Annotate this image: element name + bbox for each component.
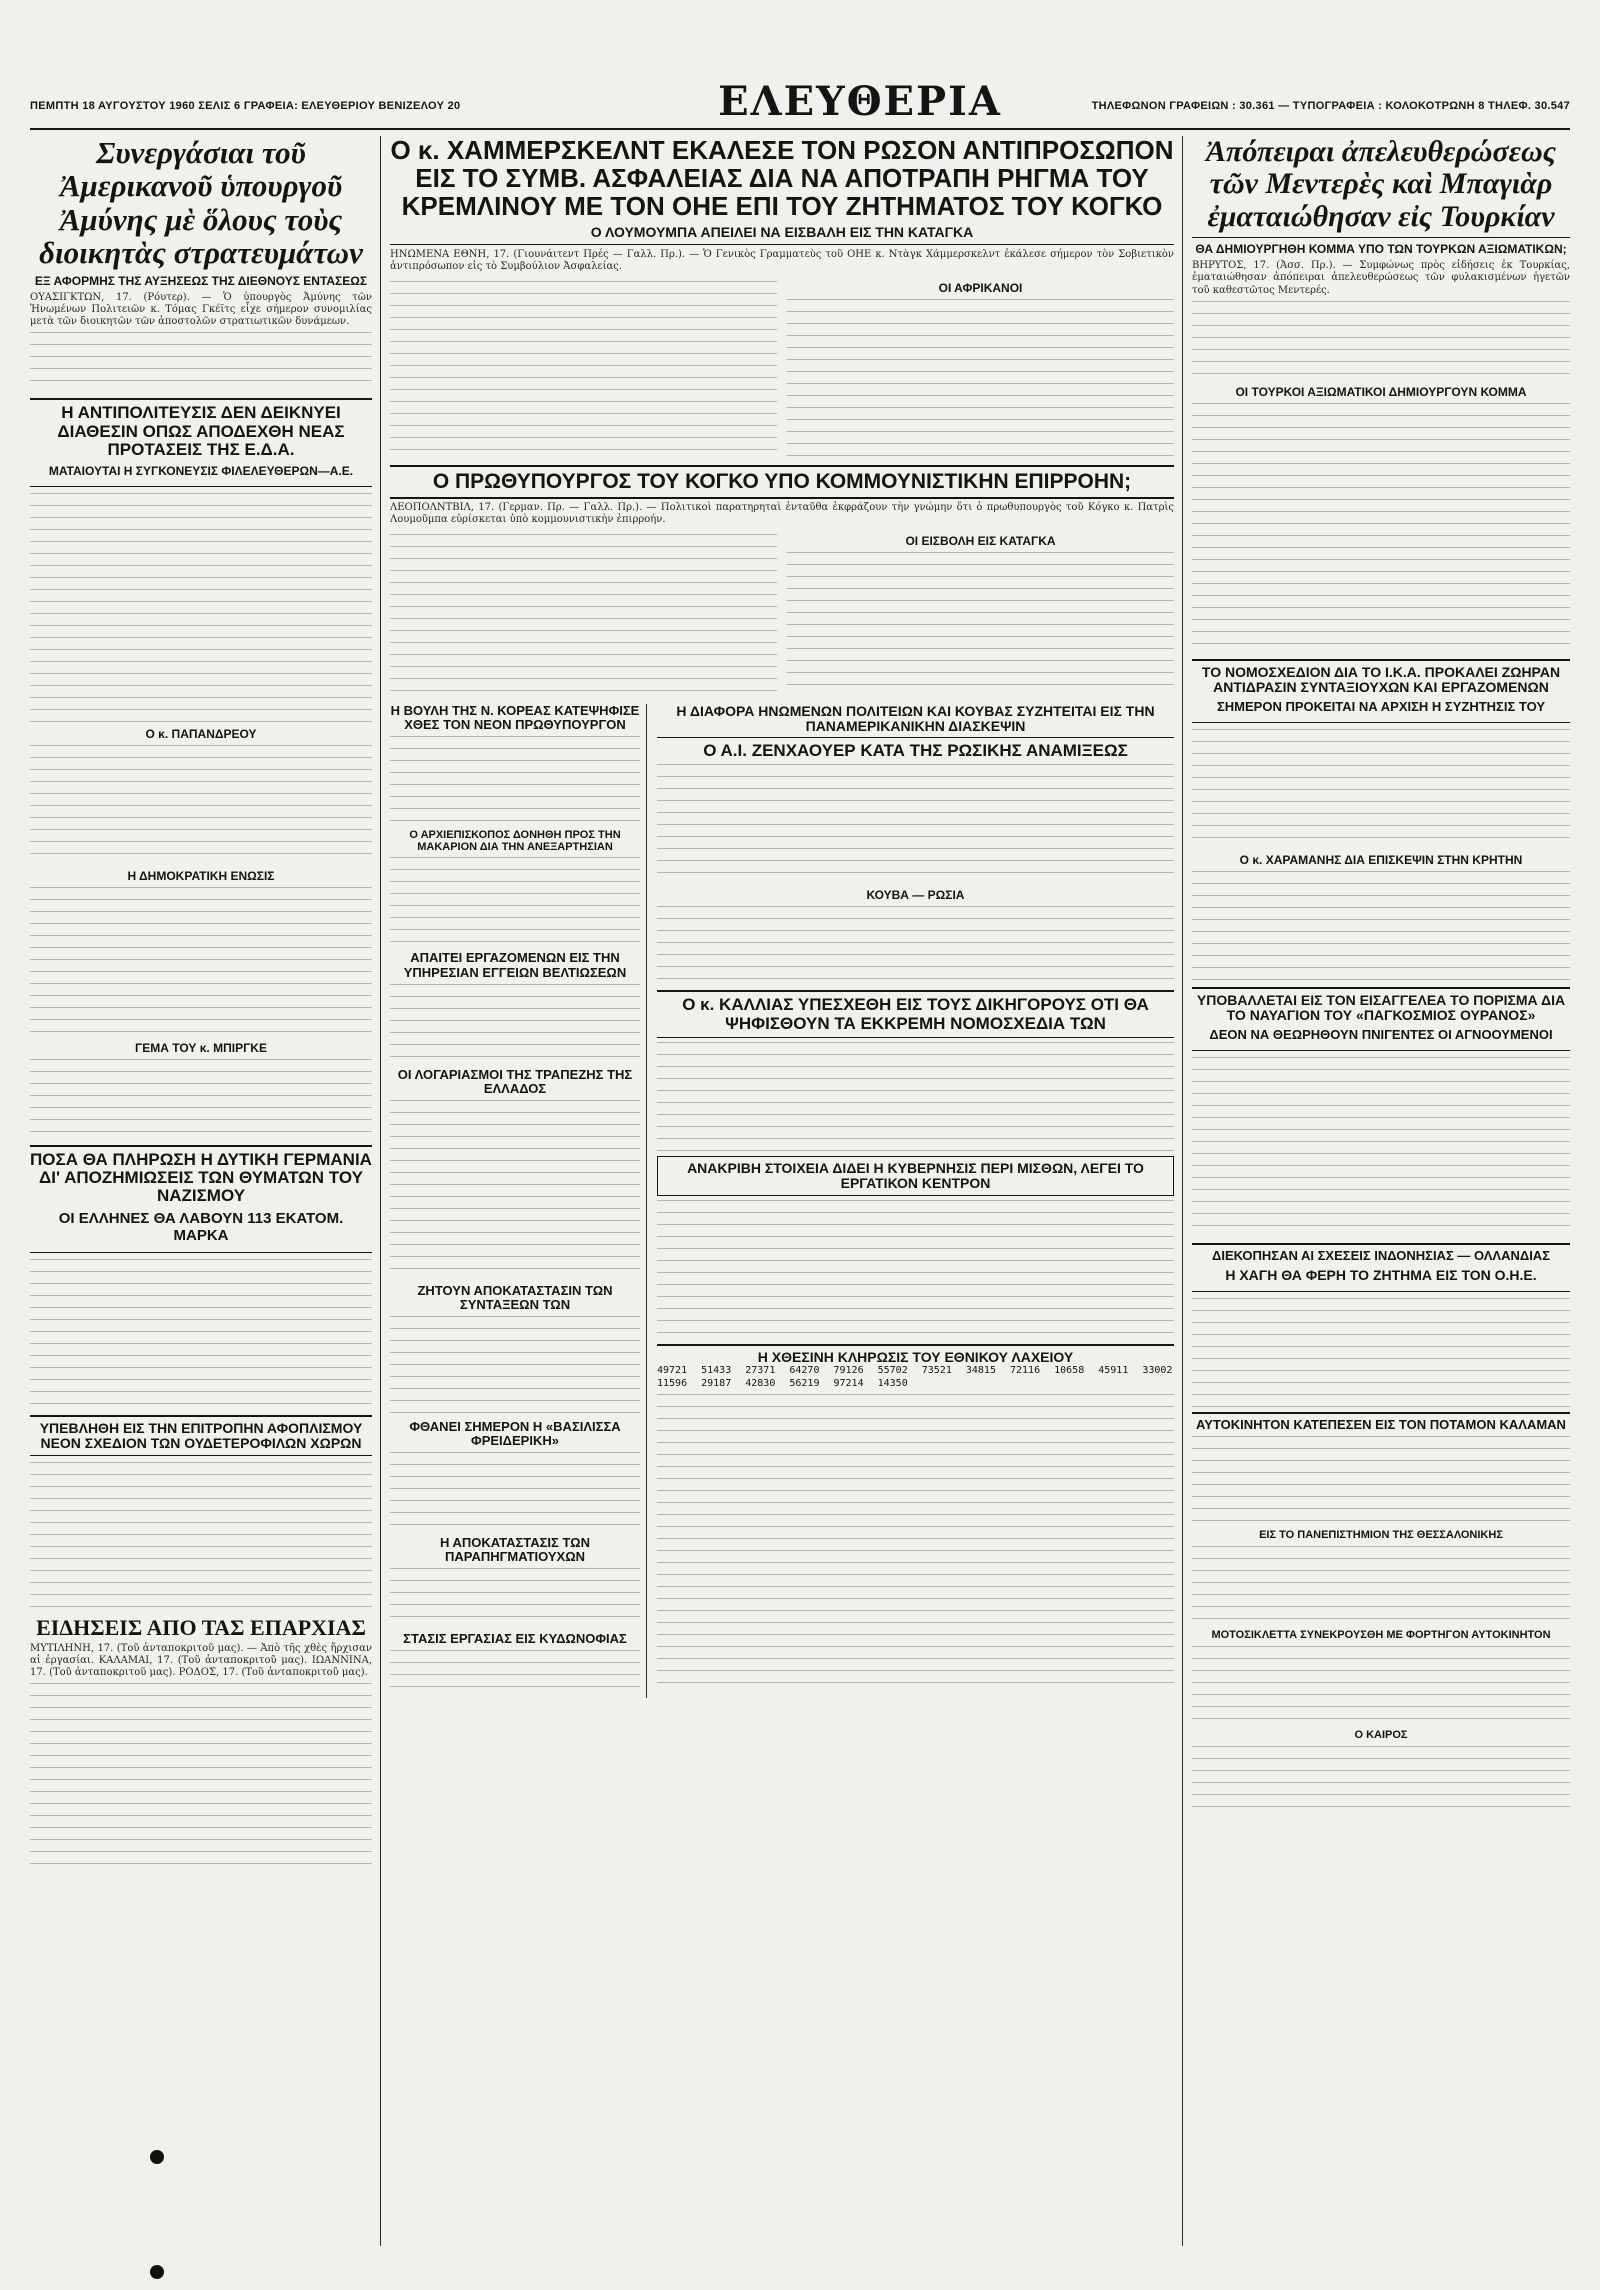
headline-korea: Η ΒΟΥΛΗ ΤΗΣ Ν. ΚΟΡΕΑΣ ΚΑΤΕΨΗΦΙΣΕ ΧΘΕΣ ΤΟΝ ΝΕΟΝ ΠΡΩΘΥΠΟΥΡΓΟΝ [390,702,640,732]
article-body [1192,1436,1570,1526]
subheading: ΕΞ ΑΦΟΡΜΗΣ ΤΗΣ ΑΥΞΗΣΕΩΣ ΤΗΣ ΔΙΕΘΝΟΥΣ ΕΝΤΑΣΕΩΣ [34,273,368,288]
headline-ship: ΦΘΑΝΕΙ ΣΗΜΕΡΟΝ Η «ΒΑΣΙΛΙΣΣΑ ΦΡΕΙΔΕΡΙΚΗ» [409,1418,621,1448]
article-text: ΛΕΟΠΟΛΝΤΒΙΛ, 17. (Γερμαν. Πρ. — Γαλλ. Πρ.). — Πολιτικοὶ παρατηρηταὶ ἐνταῦθα ἐκφράζουν τὴν γνώμην ὅτι ὁ πρωθυπουργὸς τοῦ Κόγκο κ. Πατρὶς Λουμοῦμπα εὑρίσκεται ὑπὸ κομμουνιστικὴν ἐπιρροήν. [390,502,1174,526]
subheading: ΟΙ ΑΦΡΙΚΑΝΟΙ [938,280,1023,295]
subheading: Ο κ. ΠΑΠΑΝΔΡΕΟΥ [145,726,257,741]
article-body [1192,871,1570,981]
article-body [1192,1546,1570,1626]
article-body [1192,403,1570,653]
article-body [390,984,640,1064]
subheading: Η ΧΑΓΗ ΘΑ ΦΕΡΗ ΤΟ ΖΗΤΗΜΑ ΕΙΣ ΤΟΝ Ο.Η.Ε. [1225,1267,1537,1284]
headline-university: ΕΙΣ ΤΟ ΠΑΝΕΠΙΣΤΗΜΙΟΝ ΤΗΣ ΘΕΣΣΑΛΟΝΙΚΗΣ [1259,1529,1503,1542]
headline-shipwreck: ΥΠΟΒΑΛΛΕΤΑΙ ΕΙΣ ΤΟΝ ΕΙΣΑΓΓΕΛΕΑ ΤΟ ΠΟΡΙΣΜΑ ΔΙΑ ΤΟ ΝΑΥΑΓΙΟΝ ΤΟΥ «ΠΑΓΚΟΣΜΙΟΣ ΟΥΡΑΝΟΣ» [1196,991,1566,1024]
column-divider [380,136,381,2246]
subheading: ΟΙ ΕΛΛΗΝΕΣ ΘΑ ΛΑΒΟΥΝ 113 ΕΚΑΤΟΜ. ΜΑΡΚΑ [58,1209,344,1244]
subheading: Ο κ. ΧΑΡΑΜΑΝΗΣ ΔΙΑ ΕΠΙΣΚΕΨΙΝ ΣΤΗΝ ΚΡΗΤΗΝ [1239,852,1523,867]
headline-eisenhower: Ο Α.Ι. ΖΕΝΧΑΟΥΕΡ ΚΑΤΑ ΤΗΣ ΡΩΣΙΚΗΣ ΑΝΑΜΙΞΕΩΣ [703,740,1128,760]
masthead [30,78,1570,130]
article-body [390,534,777,694]
subheading: ΓΕΜΑ ΤΟΥ κ. ΜΠΙΡΓΚΕ [135,1040,267,1055]
article-body [30,332,372,392]
lottery-numbers: 49721 51433 27371 64270 79126 55702 73521 34815 72116 10658 45911 33002 11596 29187 42830 56219 97214 14350 [657,1365,1173,1389]
headline-motorcycle: ΜΟΤΟΣΙΚΛΕΤΤΑ ΣΥΝΕΚΡΟΥΣΘΗ ΜΕ ΦΟΡΤΗΓΟΝ ΑΥΤΟΚΙΝΗΤΟΝ [1211,1629,1551,1642]
headline-ika: ΤΟ ΝΟΜΟΣΧΕΔΙΟΝ ΔΙΑ ΤΟ Ι.Κ.Α. ΠΡΟΚΑΛΕΙ ΖΩΗΡΑΝ ΑΝΤΙΔΡΑΣΙΝ ΣΥΝΤΑΞΙΟΥΧΩΝ ΚΑΙ ΕΡΓΑΖΟΜΕΝΩΝ [1201,663,1561,695]
lead-headline-right: Ἀπόπειραι ἀπελευθερώσεως τῶν Μεντερὲς καὶ Μπαγιὰρ ἐματαιώθησαν εἰς Τουρκίαν [1205,135,1557,233]
headline-box [30,398,372,486]
article-text: ΒΗΡΥΤΟΣ, 17. (Ἀσσ. Πρ.). — Συμφώνως πρὸς εἰδήσεις ἐκ Τουρκίας, ἐματαιώθησαν ἀπόπειραι ἀπελευθερώσεως τῶν φυλακισμένων ἡγετῶν τοῦ καθεστῶτος Μεντερές. [1192,260,1570,296]
headline-shacks: Η ΑΠΟΚΑΤΑΣΤΑΣΙΣ ΤΩΝ ΠΑΡΑΠΗΓΜΑΤΙΟΥΧΩΝ [440,1534,590,1564]
headline-box [1192,1243,1570,1292]
subheading: Ο ΛΟΥΜΟΥΜΠΑ ΑΠΕΙΛΕΙ ΝΑ ΕΙΣΒΑΛΗ ΕΙΣ ΤΗΝ ΚΑΤΑΓΚΑ [390,224,1174,245]
center-column [390,136,1174,1698]
headline-box [1192,659,1570,723]
article-body [30,1059,372,1139]
article-body [787,552,1174,692]
headline-box [30,1415,372,1456]
lead-headline-center: Ο κ. ΧΑΜΜΕΡΣΚΕΛΝΤ ΕΚΑΛΕΣΕ ΤΟΝ ΡΩΣΟΝ ΑΝΤΙΠΡΟΣΩΠΟΝ ΕΙΣ ΤΟ ΣΥΜΒ. ΑΣΦΑΛΕΙΑΣ ΔΙΑ ΝΑ ΑΠΟΤΡΑΠΗ ΡΗΓΜΑ ΤΟΥ ΚΡΕΜΛΙΝΟΥ ΜΕ ΤΟΝ ΟΗΕ ΕΠΙ ΤΟΥ ΖΗΤΗΜΑΤΟΣ ΤΟΥ ΚΟΓΚΟ [390,135,1174,222]
article-body [1192,1298,1570,1408]
ink-blot [150,2265,164,2279]
newspaper-title: ΕΛΕΥΘΕΡΙΑ [718,78,1002,125]
article-text: ΟΥΑΣΙΓΚΤΩΝ, 17. (Ρόυτερ). — Ὁ ὑπουργὸς Ἀμύνης τῶν Ἡνωμένων Πολιτειῶν κ. Τόμας Γκέϊτς εἶχε σήμερον συνομιλίας μετὰ τῶν διοικητῶν τῶν ἀποστολῶν στρατιωτικῶν δυνάμεων. [30,291,372,328]
article-text: ΗΝΩΜΕΝΑ ΕΘΝΗ, 17. (Γιουνάιτεντ Πρές — Γαλλ. Πρ.). — Ὁ Γενικὸς Γραμματεὺς τοῦ ΟΗΕ κ. Ντὰγκ Χάμμερσκελντ ἐκάλεσε σήμερον τὸν Σοβιετικὸν ἀντιπρόσωπον εἰς τὸ Συμβούλιον Ἀσφαλείας. [390,249,1174,273]
article-body [1192,1746,1570,1816]
headline-kallias: Ο κ. ΚΑΛΛΙΑΣ ΥΠΕΣΧΕΘΗ ΕΙΣ ΤΟΥΣ ΔΙΚΗΓΟΡΟΥΣ ΟΤΙ ΘΑ ΨΗΦΙΣΘΟΥΝ ΤΑ ΕΚΚΡΕΜΗ ΝΟΜΟΣΧΕΔΙΑ ΤΩΝ [657,990,1174,1038]
headline-neutral: ΥΠΕΒΛΗΘΗ ΕΙΣ ΤΗΝ ΕΠΙΤΡΟΠΗΝ ΑΦΟΠΛΙΣΜΟΥ ΝΕΟΝ ΣΧΕΔΙΟΝ ΤΩΝ ΟΥΔΕΤΕΡΟΦΙΛΩΝ ΧΩΡΩΝ [39,1419,363,1451]
article-body [390,1316,640,1416]
lead-headline-left: Συνεργάσιαι τοῦ Ἀμερικανοῦ ὑπουργοῦ Ἀμύνης μὲ ὅλους τοὺς διοικητὰς στρατευμάτων [39,135,363,271]
subheading: ΟΙ ΤΟΥΡΚΟΙ ΑΞΙΩΜΑΤΙΚΟΙ ΔΗΜΙΟΥΡΓΟΥΝ ΚΟΜΜΑ [1235,384,1527,399]
right-column [1192,136,1570,1820]
article-body [30,1683,372,1873]
headline-us-cuba: Η ΔΙΑΦΟΡΑ ΗΝΩΜΕΝΩΝ ΠΟΛΙΤΕΙΩΝ ΚΑΙ ΚΟΥΒΑΣ ΣΥΖΗΤΕΙΤΑΙ ΕΙΣ ΤΗΝ ΠΑΝΑΜΕΡΙΚΑΝΙΚΗΝ ΔΙΑΣΚΕΨΙΝ [657,704,1174,738]
article-body [657,1394,1174,1694]
article-body [657,764,1174,884]
headline-lottery: Η ΧΘΕΣΙΝΗ ΚΛΗΡΩΣΙΣ ΤΟΥ ΕΘΝΙΚΟΥ ΛΑΧΕΙΟΥ [657,1344,1174,1365]
article-body [30,1462,372,1612]
ink-blot [150,2150,164,2164]
subheading: ΣΗΜΕΡΟΝ ΠΡΟΚΕΙΤΑΙ ΝΑ ΑΡΧΙΣΗ Η ΣΥΖΗΤΗΣΙΣ ΤΟΥ [1216,698,1546,714]
article-body [657,1200,1174,1340]
headline-strike: ΣΤΑΣΙΣ ΕΡΓΑΣΙΑΣ ΕΙΣ ΚΥΔΩΝΟΦΙΑΣ [403,1630,627,1646]
headline-congo: Ο ΠΡΩΘΥΠΟΥΡΓΟΣ ΤΟΥ ΚΟΓΚΟ ΥΠΟ ΚΟΜΜΟΥΝΙΣΤΙΚΗΝ ΕΠΙΡΡΟΗΝ; [390,465,1174,500]
article-body [390,1568,640,1628]
column-divider [1182,136,1183,2246]
article-body [390,1100,640,1280]
article-body [787,299,1174,459]
subheading: ΜΑΤΑΙΟΥΤΑΙ Η ΣΥΓΚΟΝΕΥΣΙΣ ΦΙΛΕΛΕΥΘΕΡΩΝ—Α.Ε. [48,463,354,478]
article-body [657,1042,1174,1152]
article-body [390,1452,640,1532]
subheading: ΔΕΟΝ ΝΑ ΘΕΩΡΗΘΟΥΝ ΠΝΙΓΕΝΤΕΣ ΟΙ ΑΓΝΟΟΥΜΕΝΟΙ [1209,1027,1553,1043]
headline-bank: ΟΙ ΛΟΓΑΡΙΑΣΜΟΙ ΤΗΣ ΤΡΑΠΕΖΗΣ ΤΗΣ ΕΛΛΑΔΟΣ [397,1066,633,1096]
headline-pensions: ΖΗΤΟΥΝ ΑΠΟΚΑΤΑΣΤΑΣΙΝ ΤΩΝ ΣΥΝΤΑΞΕΩΝ ΤΩΝ [417,1282,613,1312]
article-body [1192,301,1570,381]
headline-box [1192,987,1570,1051]
article-body [30,887,372,1037]
headline-eda: Η ΑΝΤΙΠΟΛΙΤΕΥΣΙΣ ΔΕΝ ΔΕΙΚΝΥΕΙ ΔΙΑΘΕΣΙΝ ΟΠΩΣ ΑΠΟΔΕΧΘΗ ΝΕΑΣ ΠΡΟΤΑΣΕΙΣ ΤΗΣ Ε.Δ.Α. [57,403,345,460]
headline-archbishop: Ο ΑΡΧΙΕΠΙΣΚΟΠΟΣ ΔΟΝΗΘΗ ΠΡΟΣ ΤΗΝ ΜΑΚΑΡΙΟΝ ΔΙΑ ΤΗΝ ΑΝΕΞΑΡΤΗΣΙΑΝ [409,828,621,853]
article-body [30,1259,372,1409]
article-body [1192,1057,1570,1237]
masthead-date-address: ΠΕΜΠΤΗ 18 ΑΥΓΟΥΣΤΟΥ 1960 ΣΕΛΙΣ 6 ΓΡΑΦΕΙΑ: ΕΛΕΥΘΕΡΙΟΥ ΒΕΝΙΖΕΛΟΥ 20 [30,100,461,112]
article-body [390,1650,640,1690]
headline-indonesia: ΔΙΕΚΟΠΗΣΑΝ ΑΙ ΣΧΕΣΕΙΣ ΙΝΔΟΝΗΣΙΑΣ — ΟΛΛΑΝΔΙΑΣ [1212,1248,1550,1264]
masthead-phone: ΤΗΛΕΦΩΝΟΝ ΓΡΑΦΕΙΩΝ : 30.361 — ΤΥΠΟΓΡΑΦΕΙΑ : ΚΟΛΟΚΟΤΡΩΝΗ 8 ΤΗΛΕΦ. 30.547 [1091,100,1570,112]
article-body [30,745,372,865]
article-body [390,281,777,461]
headline-provinces: ΕΙΔΗΣΕΙΣ ΑΠΟ ΤΑΣ ΕΠΑΡΧΙΑΣ [36,1614,366,1640]
article-text: ΜΥΤΙΛΗΝΗ, 17. (Τοῦ ἀνταποκριτοῦ μας). — Ἀπὸ τῆς χθὲς ἤρχισαν αἱ ἐργασίαι. ΚΑΛΑΜΑΙ, 17. (Τοῦ ἀνταποκριτοῦ μας). ΙΩΑΝΝΙΝΑ, 17. (Τοῦ ἀνταποκριτοῦ μας). ΡΟΔΟΣ, 17. (Τοῦ ἀνταποκριτοῦ μας). [30,1642,372,1678]
headline-inquiry: ΑΝΑΚΡΙΒΗ ΣΤΟΙΧΕΙΑ ΔΙΔΕΙ Η ΚΥΒΕΡΝΗΣΙΣ ΠΕΡΙ ΜΙΣΘΩΝ, ΛΕΓΕΙ ΤΟ ΕΡΓΑΤΙΚΟΝ ΚΕΝΤΡΟΝ [657,1156,1174,1196]
subheading: ΚΟΥΒΑ — ΡΩΣΙΑ [866,888,965,903]
headline-box [30,1145,372,1253]
left-column [30,136,372,1877]
headline-claim: ΑΠΑΙΤΕΙ ΕΡΓΑΖΟΜΕΝΩΝ ΕΙΣ ΤΗΝ ΥΠΗΡΕΣΙΑΝ ΕΓΓΕΙΩΝ ΒΕΛΤΙΩΣΕΩΝ [403,950,627,980]
subheading: ΘΑ ΔΗΜΙΟΥΡΓΗΘΗ ΚΟΜΜΑ ΥΠΟ ΤΩΝ ΤΟΥΡΚΩΝ ΑΞΙΩΜΑΤΙΚΩΝ; [1192,237,1570,256]
headline-car: ΑΥΤΟΚΙΝΗΤΟΝ ΚΑΤΕΠΕΣΕΝ ΕΙΣ ΤΟΝ ΠΟΤΑΜΟΝ ΚΑΛΑΜΑΝ [1192,1412,1570,1432]
subheading: Η ΔΗΜΟΚΡΑΤΙΚΗ ΕΝΩΣΙΣ [127,868,275,883]
article-body [1192,729,1570,849]
article-body [1192,1646,1570,1726]
article-body [30,493,372,723]
article-body [390,736,640,826]
headline-germany: ΠΟΣΑ ΘΑ ΠΛΗΡΩΣΗ Η ΔΥΤΙΚΗ ΓΕΡΜΑΝΙΑ ΔΙ' ΑΠΟΖΗΜΙΩΣΕΙΣ ΤΩΝ ΘΥΜΑΤΩΝ ΤΟΥ ΝΑΖΙΣΜΟΥ [30,1149,372,1206]
article-body [657,906,1174,986]
headline-weather: Ο ΚΑΙΡΟΣ [1354,1728,1408,1741]
subheading: ΟΙ ΕΙΣΒΟΛΗ ΕΙΣ ΚΑΤΑΓΚΑ [905,533,1056,548]
article-body [390,857,640,947]
